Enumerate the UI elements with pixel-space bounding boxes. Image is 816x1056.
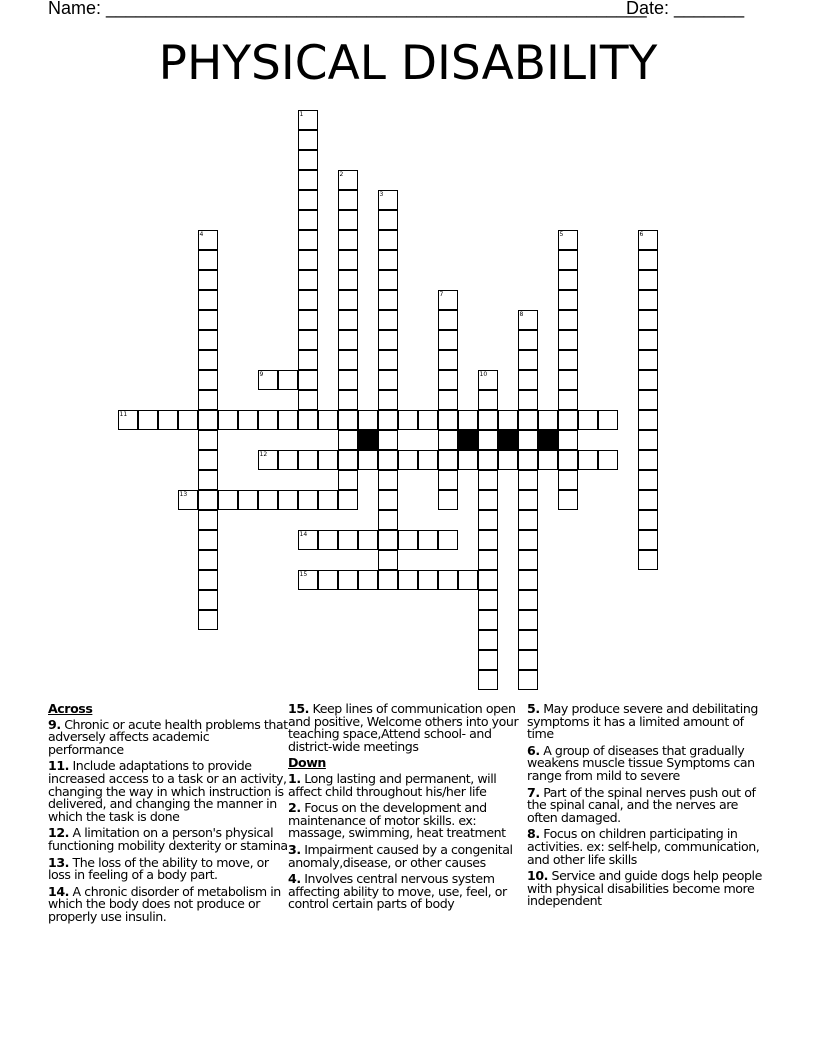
grid-cell[interactable] xyxy=(438,290,458,310)
grid-cell[interactable] xyxy=(138,410,158,430)
grid-cell[interactable] xyxy=(318,530,338,550)
grid-cell[interactable] xyxy=(438,570,458,590)
grid-cell[interactable] xyxy=(558,370,578,390)
grid-cell[interactable] xyxy=(338,250,358,270)
grid-cell[interactable] xyxy=(638,410,658,430)
clue-down-5 xyxy=(527,703,767,741)
grid-cell[interactable] xyxy=(378,390,398,410)
down-heading: Down xyxy=(288,755,326,771)
grid-cell[interactable] xyxy=(438,410,458,430)
grid-cell[interactable] xyxy=(638,330,658,350)
grid-cell[interactable] xyxy=(198,570,218,590)
clue-text: Long lasting and permanent, will affect child throughout his/her life xyxy=(288,770,497,799)
clue-text: Focus on the development and maintenance of motor skills. ex: massage, swimming, heat treatment xyxy=(288,800,506,841)
grid-cell[interactable] xyxy=(478,670,498,690)
grid-cell[interactable] xyxy=(338,350,358,370)
grid-cell[interactable] xyxy=(638,470,658,490)
clue-text: Chronic or acute health problems that adversely affects academic performance xyxy=(48,716,288,757)
grid-cell[interactable] xyxy=(478,450,498,470)
clue-down-1 xyxy=(288,770,528,799)
clue-across-9 xyxy=(48,716,288,757)
grid-cell[interactable] xyxy=(638,510,658,530)
grid-cell[interactable] xyxy=(438,310,458,330)
grid-cell[interactable] xyxy=(518,570,538,590)
grid-cell[interactable] xyxy=(438,430,458,450)
clue-number: 3. xyxy=(288,841,301,857)
clue-down-10 xyxy=(527,870,767,908)
grid-cell[interactable] xyxy=(378,550,398,570)
grid-cell[interactable] xyxy=(638,370,658,390)
grid-cell[interactable] xyxy=(198,350,218,370)
grid-cell[interactable] xyxy=(638,310,658,330)
grid-cell[interactable] xyxy=(338,210,358,230)
grid-cell[interactable] xyxy=(158,410,178,430)
clue-number-label: 1 xyxy=(299,110,304,118)
grid-cell[interactable] xyxy=(398,530,418,550)
clue-number-label: 6 xyxy=(639,230,644,238)
grid-cell[interactable] xyxy=(178,410,198,430)
grid-cell[interactable] xyxy=(298,530,318,550)
grid-cell[interactable] xyxy=(478,530,498,550)
grid-cell[interactable] xyxy=(358,450,378,470)
grid-cell[interactable] xyxy=(518,410,538,430)
grid-cell[interactable] xyxy=(298,390,318,410)
grid-cell[interactable] xyxy=(278,370,298,390)
clue-number-label: 3 xyxy=(379,190,384,198)
grid-cell[interactable] xyxy=(438,490,458,510)
clue-number-label: 5 xyxy=(559,230,564,238)
grid-cell[interactable] xyxy=(638,290,658,310)
grid-cell[interactable] xyxy=(518,470,538,490)
clue-across-11 xyxy=(48,760,288,823)
grid-cell[interactable] xyxy=(458,570,478,590)
grid-cell[interactable] xyxy=(298,330,318,350)
grid-cell[interactable] xyxy=(298,250,318,270)
grid-cell[interactable] xyxy=(518,430,538,450)
grid-cell[interactable] xyxy=(378,410,398,430)
grid-cell[interactable] xyxy=(518,630,538,650)
grid-cell[interactable] xyxy=(418,530,438,550)
grid-cell[interactable] xyxy=(198,530,218,550)
grid-cell[interactable] xyxy=(638,250,658,270)
grid-cell[interactable] xyxy=(438,330,458,350)
grid-cell[interactable] xyxy=(378,310,398,330)
grid-cell[interactable] xyxy=(218,490,238,510)
clue-text: Include adaptations to provide increased access to a task or an activity, changing the way in which instruction is delivered, and changing the manner in which the task is done xyxy=(48,758,287,824)
grid-cell[interactable] xyxy=(378,470,398,490)
grid-cell[interactable] xyxy=(378,370,398,390)
grid-cell[interactable] xyxy=(338,450,358,470)
grid-cell[interactable] xyxy=(538,450,558,470)
grid-cell[interactable] xyxy=(478,410,498,430)
grid-cell[interactable] xyxy=(438,450,458,470)
grid-cell[interactable] xyxy=(398,450,418,470)
grid-cell[interactable] xyxy=(518,650,538,670)
clue-down-4 xyxy=(288,873,528,911)
grid-cell[interactable] xyxy=(298,490,318,510)
grid-cell[interactable] xyxy=(378,490,398,510)
grid-cell[interactable] xyxy=(498,450,518,470)
clue-number-label: 10 xyxy=(479,370,488,378)
grid-cell[interactable] xyxy=(418,410,438,430)
grid-cell[interactable] xyxy=(298,150,318,170)
clue-number-label: 9 xyxy=(259,370,264,378)
grid-cell[interactable] xyxy=(518,670,538,690)
crossword-grid xyxy=(118,110,658,690)
grid-cell[interactable] xyxy=(318,490,338,510)
clue-number: 9. xyxy=(48,716,61,732)
black-cell xyxy=(498,430,518,450)
grid-cell[interactable] xyxy=(638,390,658,410)
clue-column-2 xyxy=(288,703,528,915)
grid-cell[interactable] xyxy=(638,430,658,450)
grid-cell[interactable] xyxy=(278,450,298,470)
grid-cell[interactable] xyxy=(298,310,318,330)
grid-cell[interactable] xyxy=(518,490,538,510)
clue-number-label: 7 xyxy=(439,290,444,298)
grid-cell[interactable] xyxy=(358,570,378,590)
grid-cell[interactable] xyxy=(558,250,578,270)
grid-cell[interactable] xyxy=(558,470,578,490)
grid-cell[interactable] xyxy=(638,530,658,550)
grid-cell[interactable] xyxy=(338,290,358,310)
clue-number: 14. xyxy=(48,883,69,899)
grid-cell[interactable] xyxy=(298,410,318,430)
grid-cell[interactable] xyxy=(298,570,318,590)
clue-column-3 xyxy=(527,703,767,912)
clue-number: 8. xyxy=(527,826,540,842)
grid-cell[interactable] xyxy=(378,350,398,370)
grid-cell[interactable] xyxy=(198,390,218,410)
grid-cell[interactable] xyxy=(378,270,398,290)
grid-cell[interactable] xyxy=(198,550,218,570)
grid-cell[interactable] xyxy=(258,410,278,430)
grid-cell[interactable] xyxy=(378,230,398,250)
clue-number: 10. xyxy=(527,868,548,884)
grid-cell[interactable] xyxy=(198,370,218,390)
grid-cell[interactable] xyxy=(558,350,578,370)
grid-cell[interactable] xyxy=(638,490,658,510)
grid-cell[interactable] xyxy=(378,450,398,470)
grid-cell[interactable] xyxy=(438,530,458,550)
grid-cell[interactable] xyxy=(478,650,498,670)
grid-cell[interactable] xyxy=(358,530,378,550)
grid-cell[interactable] xyxy=(378,290,398,310)
clue-number: 11. xyxy=(48,758,69,774)
grid-cell[interactable] xyxy=(298,350,318,370)
grid-cell[interactable] xyxy=(298,270,318,290)
grid-cell[interactable] xyxy=(558,270,578,290)
clue-down-7 xyxy=(527,784,767,825)
grid-cell[interactable] xyxy=(478,370,498,390)
grid-cell[interactable] xyxy=(498,410,518,430)
grid-cell[interactable] xyxy=(338,430,358,450)
clue-number: 12. xyxy=(48,825,69,841)
grid-cell[interactable] xyxy=(318,410,338,430)
name-field-label: Name: ______________________________________________________ xyxy=(48,0,647,18)
grid-cell[interactable] xyxy=(198,590,218,610)
grid-cell[interactable] xyxy=(298,190,318,210)
grid-cell[interactable] xyxy=(198,310,218,330)
grid-cell[interactable] xyxy=(338,530,358,550)
grid-cell[interactable] xyxy=(378,430,398,450)
clue-text: Focus on children participating in activities. ex: self-help, communication, and other life skills xyxy=(527,826,760,867)
clue-number-label: 4 xyxy=(199,230,204,238)
clue-text: Service and guide dogs help people with physical disabilities become more independent xyxy=(527,868,762,909)
grid-cell[interactable] xyxy=(558,430,578,450)
clue-number-label: 2 xyxy=(339,170,344,178)
clue-text: Part of the spinal nerves push out of the spinal canal, and the nerves are often damaged. xyxy=(527,784,756,825)
clue-number-label: 15 xyxy=(299,570,308,578)
grid-cell[interactable] xyxy=(198,270,218,290)
grid-cell[interactable] xyxy=(638,350,658,370)
clue-column-1 xyxy=(48,703,288,928)
grid-cell[interactable] xyxy=(198,610,218,630)
grid-cell[interactable] xyxy=(478,550,498,570)
grid-cell[interactable] xyxy=(598,410,618,430)
grid-cell[interactable] xyxy=(298,110,318,130)
grid-cell[interactable] xyxy=(638,550,658,570)
grid-cell[interactable] xyxy=(338,570,358,590)
grid-cell[interactable] xyxy=(518,310,538,330)
grid-cell[interactable] xyxy=(558,390,578,410)
grid-cell[interactable] xyxy=(478,510,498,530)
grid-cell[interactable] xyxy=(478,630,498,650)
grid-cell[interactable] xyxy=(178,490,198,510)
grid-cell[interactable] xyxy=(298,210,318,230)
grid-cell[interactable] xyxy=(518,550,538,570)
grid-cell[interactable] xyxy=(558,310,578,330)
across-heading: Across xyxy=(48,701,93,716)
grid-cell[interactable] xyxy=(518,390,538,410)
grid-cell[interactable] xyxy=(198,510,218,530)
grid-cell[interactable] xyxy=(438,470,458,490)
grid-cell[interactable] xyxy=(398,410,418,430)
grid-cell[interactable] xyxy=(258,490,278,510)
grid-cell[interactable] xyxy=(478,490,498,510)
clue-down-3 xyxy=(288,841,528,870)
date-field-label: Date: _______ xyxy=(626,0,745,18)
grid-cell[interactable] xyxy=(198,290,218,310)
grid-cell[interactable] xyxy=(118,410,138,430)
grid-cell[interactable] xyxy=(338,370,358,390)
grid-cell[interactable] xyxy=(198,250,218,270)
grid-cell[interactable] xyxy=(558,330,578,350)
grid-cell[interactable] xyxy=(558,490,578,510)
grid-cell[interactable] xyxy=(378,530,398,550)
grid-cell[interactable] xyxy=(418,450,438,470)
clue-text: May produce severe and debilitating symptoms it has a limited amount of time xyxy=(527,701,758,742)
grid-cell[interactable] xyxy=(458,410,478,430)
grid-cell[interactable] xyxy=(478,470,498,490)
grid-cell[interactable] xyxy=(558,230,578,250)
grid-cell[interactable] xyxy=(598,450,618,470)
clue-down-2 xyxy=(288,802,528,840)
clue-number: 2. xyxy=(288,800,301,816)
clue-text: A limitation on a person's physical functioning mobility dexterity or stamina xyxy=(48,825,288,853)
clue-text: A chronic disorder of metabolism in which the body does not produce or properly use insulin. xyxy=(48,883,281,924)
page-title: PHYSICAL DISABILITY xyxy=(158,36,658,91)
grid-cell[interactable] xyxy=(198,470,218,490)
grid-cell[interactable] xyxy=(258,450,278,470)
grid-cell[interactable] xyxy=(438,350,458,370)
clue-number: 13. xyxy=(48,854,69,870)
grid-cell[interactable] xyxy=(518,610,538,630)
black-cell xyxy=(358,430,378,450)
grid-cell[interactable] xyxy=(378,510,398,530)
grid-cell[interactable] xyxy=(638,450,658,470)
grid-cell[interactable] xyxy=(478,430,498,450)
grid-cell[interactable] xyxy=(518,530,538,550)
grid-cell[interactable] xyxy=(478,610,498,630)
grid-cell[interactable] xyxy=(438,370,458,390)
grid-cell[interactable] xyxy=(398,570,418,590)
black-cell xyxy=(458,430,478,450)
grid-cell[interactable] xyxy=(198,490,218,510)
clue-text: A group of diseases that gradually weakens muscle tissue Symptoms can range from mild to severe xyxy=(527,742,755,783)
grid-cell[interactable] xyxy=(518,330,538,350)
grid-cell[interactable] xyxy=(298,290,318,310)
grid-cell[interactable] xyxy=(578,450,598,470)
clue-number-label: 14 xyxy=(299,530,308,538)
grid-cell[interactable] xyxy=(338,270,358,290)
grid-cell[interactable] xyxy=(578,410,598,430)
clue-down-8 xyxy=(527,828,767,866)
clue-number: 6. xyxy=(527,742,540,758)
grid-cell[interactable] xyxy=(338,470,358,490)
grid-cell[interactable] xyxy=(198,330,218,350)
clue-number: 1. xyxy=(288,770,301,786)
clue-text: Involves central nervous system affecting ability to move, use, feel, or control certain parts of body xyxy=(288,871,507,912)
clue-across-15 xyxy=(288,703,528,753)
clue-number: 15. xyxy=(288,701,309,716)
grid-cell[interactable] xyxy=(478,390,498,410)
grid-cell[interactable] xyxy=(438,390,458,410)
grid-cell[interactable] xyxy=(238,490,258,510)
clue-across-13 xyxy=(48,854,288,883)
grid-cell[interactable] xyxy=(338,170,358,190)
grid-cell[interactable] xyxy=(538,410,558,430)
grid-cell[interactable] xyxy=(298,370,318,390)
clue-text: Impairment caused by a congenital anomaly,disease, or other causes xyxy=(288,841,513,870)
black-cell xyxy=(538,430,558,450)
clue-number: 5. xyxy=(527,701,540,716)
clue-text: Keep lines of communication open and positive, Welcome others into your teaching space,Attend school- and district-wide meetings xyxy=(288,701,519,754)
grid-cell[interactable] xyxy=(518,370,538,390)
clue-number-label: 11 xyxy=(119,410,128,418)
grid-cell[interactable] xyxy=(478,570,498,590)
grid-cell[interactable] xyxy=(338,190,358,210)
grid-cell[interactable] xyxy=(558,290,578,310)
grid-cell[interactable] xyxy=(338,230,358,250)
grid-cell[interactable] xyxy=(278,410,298,430)
grid-cell[interactable] xyxy=(338,390,358,410)
grid-cell[interactable] xyxy=(298,130,318,150)
grid-cell[interactable] xyxy=(558,450,578,470)
clue-number: 4. xyxy=(288,871,301,887)
grid-cell[interactable] xyxy=(518,510,538,530)
clue-down-6 xyxy=(527,742,767,783)
grid-cell[interactable] xyxy=(198,450,218,470)
clue-number-label: 13 xyxy=(179,490,188,498)
clue-number-label: 8 xyxy=(519,310,524,318)
grid-cell[interactable] xyxy=(478,590,498,610)
grid-cell[interactable] xyxy=(278,490,298,510)
grid-cell[interactable] xyxy=(298,230,318,250)
grid-cell[interactable] xyxy=(518,350,538,370)
grid-cell[interactable] xyxy=(298,170,318,190)
grid-cell[interactable] xyxy=(378,330,398,350)
grid-cell[interactable] xyxy=(558,410,578,430)
grid-cell[interactable] xyxy=(518,590,538,610)
clue-number: 7. xyxy=(527,784,540,800)
grid-cell[interactable] xyxy=(298,450,318,470)
grid-cell[interactable] xyxy=(318,450,338,470)
grid-cell[interactable] xyxy=(638,230,658,250)
grid-cell[interactable] xyxy=(198,430,218,450)
grid-cell[interactable] xyxy=(218,410,238,430)
grid-cell[interactable] xyxy=(258,370,278,390)
grid-cell[interactable] xyxy=(378,570,398,590)
grid-cell[interactable] xyxy=(198,410,218,430)
grid-cell[interactable] xyxy=(338,410,358,430)
grid-cell[interactable] xyxy=(338,490,358,510)
grid-cell[interactable] xyxy=(378,210,398,230)
grid-cell[interactable] xyxy=(238,410,258,430)
clue-text: The loss of the ability to move, or loss in feeling of a body part. xyxy=(48,854,269,883)
clue-number-label: 12 xyxy=(259,450,268,458)
grid-cell[interactable] xyxy=(518,450,538,470)
clue-across-14 xyxy=(48,883,288,924)
grid-cell[interactable] xyxy=(638,270,658,290)
grid-cell[interactable] xyxy=(458,450,478,470)
grid-cell[interactable] xyxy=(338,330,358,350)
grid-cell[interactable] xyxy=(418,570,438,590)
grid-cell[interactable] xyxy=(378,250,398,270)
grid-cell[interactable] xyxy=(318,570,338,590)
grid-cell[interactable] xyxy=(358,410,378,430)
grid-cell[interactable] xyxy=(198,230,218,250)
grid-cell[interactable] xyxy=(338,310,358,330)
grid-cell[interactable] xyxy=(378,190,398,210)
clue-across-12 xyxy=(48,827,288,852)
